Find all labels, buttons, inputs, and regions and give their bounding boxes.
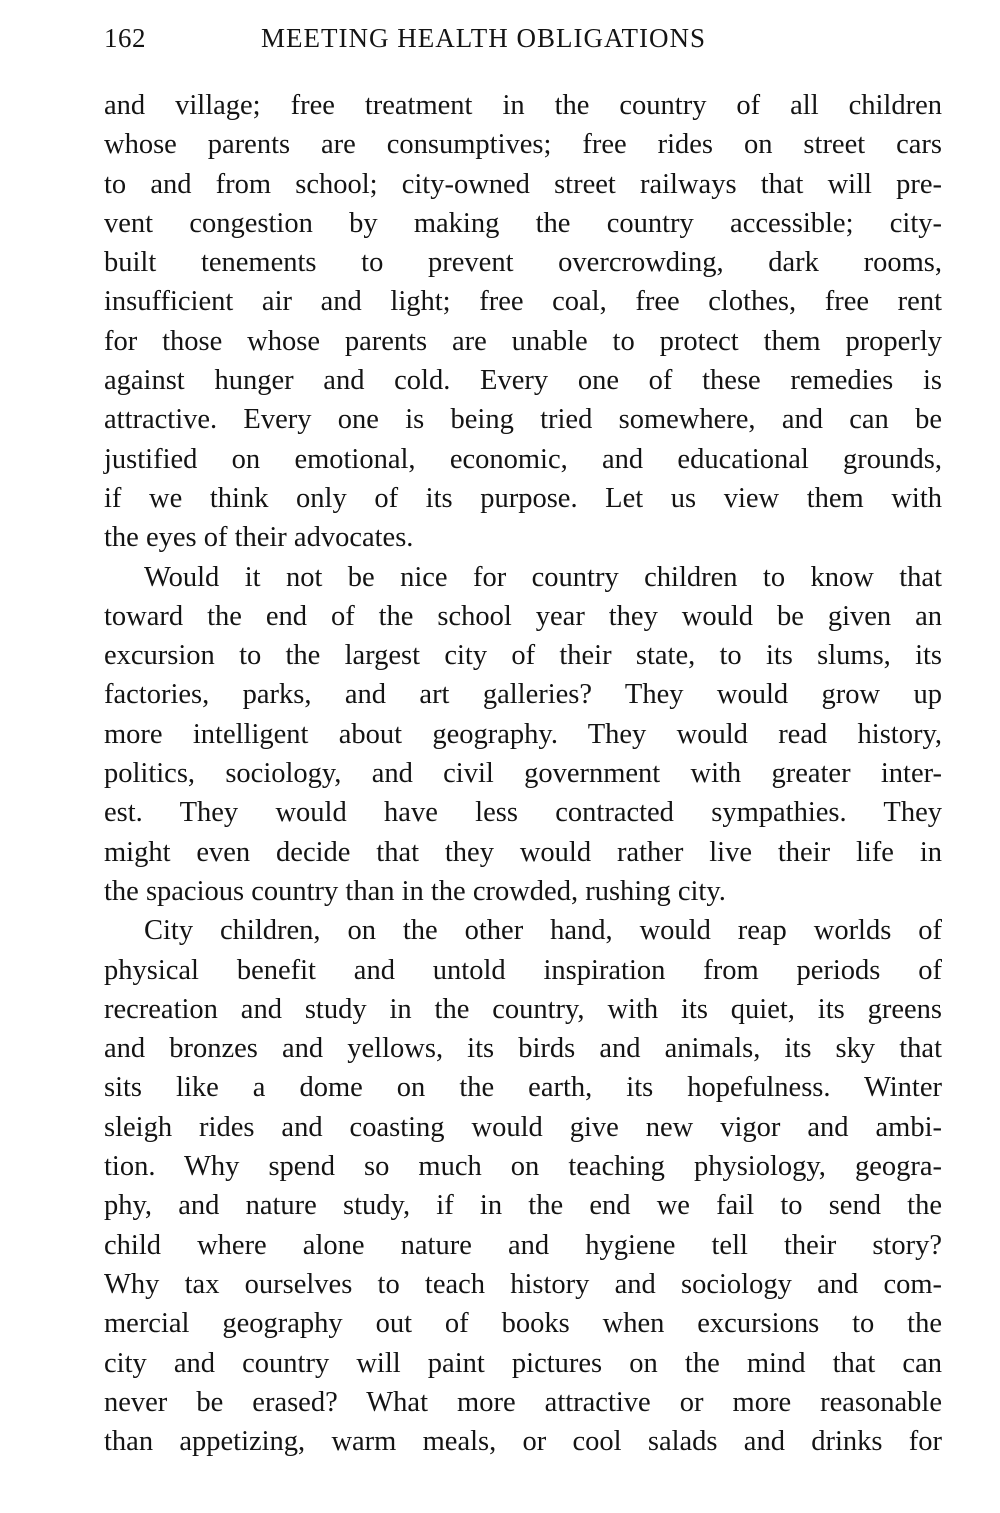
text-line: might even decide that they would rather live their life in: [104, 836, 942, 868]
running-head: [104, 18, 794, 58]
text-line: child where alone nature and hygiene tell their story?: [104, 1229, 942, 1261]
text-line: politics, sociology, and civil government with greater inter-: [104, 758, 942, 790]
text-line: excursion to the largest city of their state, to its slums, its: [104, 640, 942, 672]
text-line: whose parents are consumptives; free rides on street cars: [104, 129, 942, 161]
text-line: mercial geography out of books when excursions to the: [104, 1308, 942, 1340]
text-line: the spacious country than in the crowded, rushing city.: [104, 875, 726, 907]
text-line: factories, parks, and art galleries? They would grow up: [104, 679, 942, 711]
text-line: and village; free treatment in the country of all children: [104, 90, 942, 121]
text-line: for those whose parents are unable to protect them properly: [104, 325, 942, 357]
text-line: Would it not be nice for country children to know that: [144, 561, 942, 593]
text-line: City children, on the other hand, would reap worlds of: [144, 915, 942, 947]
text-line: to and from school; city-owned street railways that will pre-: [104, 168, 942, 200]
text-line: if we think only of its purpose. Let us view them with: [104, 482, 942, 514]
page-number: 162: [104, 23, 146, 53]
text-line: recreation and study in the country, with its quiet, its greens: [104, 993, 942, 1025]
paragraph-3: [104, 911, 942, 1461]
text-line: justified on emotional, economic, and educational grounds,: [104, 443, 942, 475]
text-line: toward the end of the school year they would be given an: [104, 600, 942, 632]
text-line: vent congestion by making the country accessible; city-: [104, 207, 942, 239]
text-line: built tenements to prevent overcrowding, dark rooms,: [104, 247, 942, 279]
paragraph-1: [104, 86, 942, 558]
text-line: tion. Why spend so much on teaching physiology, geogra-: [104, 1151, 942, 1183]
text-line: against hunger and cold. Every one of these remedies is: [104, 365, 942, 397]
text-line: phy, and nature study, if in the end we fail to send the: [104, 1190, 942, 1222]
text-line: sits like a dome on the earth, its hopefulness. Winter: [104, 1072, 942, 1104]
text-line: insufficient air and light; free coal, free clothes, free rent: [104, 286, 942, 318]
text-line: sleigh rides and coasting would give new vigor and ambi-: [104, 1111, 942, 1143]
text-line: attractive. Every one is being tried somewhere, and can be: [104, 404, 942, 436]
text-line: than appetizing, warm meals, or cool salads and drinks for: [104, 1426, 942, 1458]
text-line: est. They would have less contracted sympathies. They: [104, 797, 942, 829]
text-line: city and country will paint pictures on the mind that can: [104, 1347, 942, 1379]
text-line: more intelligent about geography. They would read history,: [104, 718, 942, 750]
paragraph-2: [104, 558, 942, 912]
text-line: and bronzes and yellows, its birds and animals, its sky that: [104, 1033, 942, 1065]
running-title: MEETING HEALTH OBLIGATIONS: [261, 23, 706, 53]
text-line: the eyes of their advocates.: [104, 522, 414, 554]
body-text: [104, 86, 942, 1461]
text-line: never be erased? What more attractive or more reasonable: [104, 1386, 942, 1418]
text-line: physical benefit and untold inspiration from periods of: [104, 954, 942, 986]
text-line: Why tax ourselves to teach history and sociology and com-: [104, 1268, 942, 1300]
